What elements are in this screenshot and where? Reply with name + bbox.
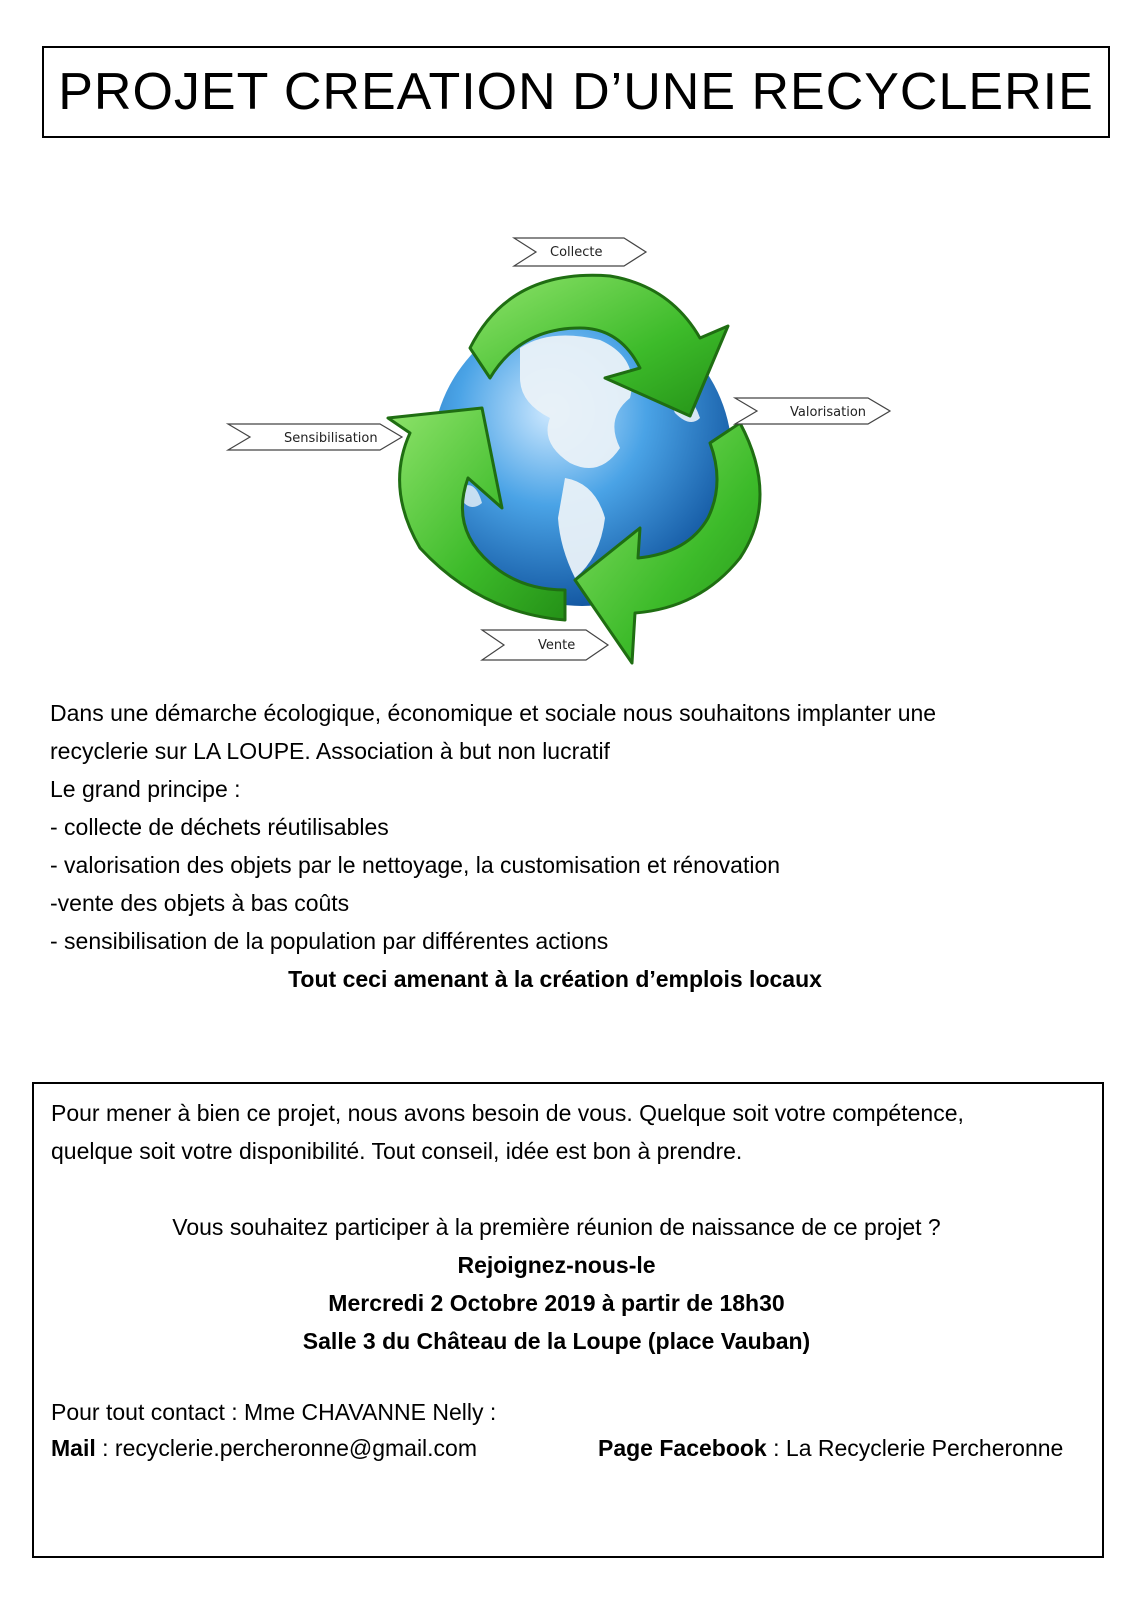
tag-vente-label: Vente: [538, 638, 576, 653]
tag-collecte: [514, 238, 646, 266]
tag-valorisation: [735, 398, 890, 424]
facebook-contact: [598, 1430, 1063, 1466]
meeting-place: Salle 3 du Château de la Loupe (place Vauban): [302, 1328, 811, 1354]
callout-box: [32, 1082, 1104, 1558]
facebook-label: Page Facebook: [598, 1435, 767, 1461]
principle-item: -vente des objets à bas coûts: [50, 890, 350, 916]
principle-heading: Le grand principe :: [50, 776, 241, 802]
contact-details: [51, 1430, 1102, 1466]
callout-line-1: Pour mener à bien ce projet, nous avons besoin de vous. Quelque soit votre compétence,: [51, 1100, 964, 1126]
join-text: Rejoignez-nous-le: [457, 1252, 656, 1278]
title-box: [42, 46, 1110, 138]
intro-line-1: Dans une démarche écologique, économique et sociale nous souhaitons implanter une: [50, 700, 937, 726]
tag-vente: [482, 630, 608, 660]
tag-sensibilisation-label: Sensibilisation: [284, 431, 378, 446]
facebook-page[interactable]: : La Recyclerie Percheronne: [766, 1435, 1064, 1461]
conclusion-text: Tout ceci amenant à la création d’emplois locaux: [288, 966, 822, 992]
mail-label: Mail: [51, 1435, 96, 1461]
mail-address[interactable]: : recyclerie.percheronne@gmail.com: [95, 1435, 478, 1461]
mail-contact: [51, 1430, 598, 1466]
contact-line: Pour tout contact : Mme CHAVANNE Nelly :: [51, 1399, 497, 1425]
meeting-date: Mercredi 2 Octobre 2019 à partir de 18h30: [328, 1290, 785, 1316]
tag-sensibilisation: [228, 424, 402, 450]
principle-item: - sensibilisation de la population par différentes actions: [50, 928, 609, 954]
principle-item: - collecte de déchets réutilisables: [50, 814, 389, 840]
page-title: PROJET CREATION D’UNE RECYCLERIE: [58, 63, 1094, 121]
recycling-diagram: [220, 228, 900, 676]
invite-question: Vous souhaitez participer à la première réunion de naissance de ce projet ?: [172, 1214, 941, 1240]
principle-item: - valorisation des objets par le nettoyage, la customisation et rénovation: [50, 852, 781, 878]
tag-collecte-label: Collecte: [550, 245, 603, 260]
tag-valorisation-label: Valorisation: [790, 405, 867, 420]
callout-line-2: quelque soit votre disponibilité. Tout conseil, idée est bon à prendre.: [51, 1138, 743, 1164]
intro-section: [50, 694, 1100, 998]
intro-line-2: recyclerie sur LA LOUPE. Association à but non lucratif: [50, 738, 610, 764]
